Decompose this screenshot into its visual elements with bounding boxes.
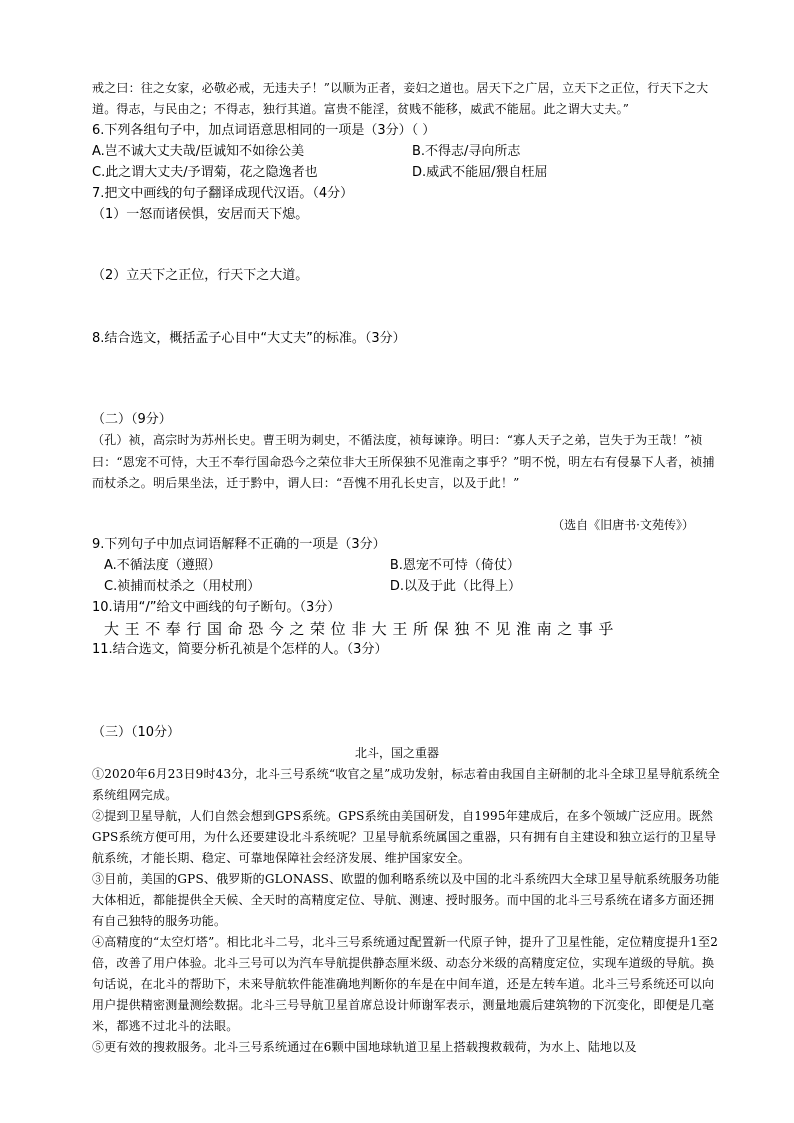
question-9-option-c: C.祯捕而杖杀之（用杖刑） [104,579,261,594]
question-6-option-b: B.不得志/寻向所志 [412,144,521,159]
section-2-source: （选自《旧唐书·文苑传》） [552,518,694,532]
question-6-option-c: C.此之谓大丈夫/予谓菊，花之隐逸者也 [92,165,318,180]
question-6-stem: 6.下列各组句子中，加点词语意思相同的一项是（3分）（ ） [92,123,436,138]
question-7-stem: 7.把文中画线的句子翻译成现代汉语。（4分） [92,186,354,201]
section-3-paragraph-3: ③目前，美国的GPS、俄罗斯的GLONASS、欧盟的伽利略系统以及中国的北斗系统四大全球卫星导航系统服务功能大体相近，都能提供全天候、全天时的高精度定位、导航、测速、授时服务。而中国的北斗三号系统在诸多方面还拥有自己独特的服务功能。 [92,872,720,928]
question-7-sub-2: （2）立天下之正位，行天下之大道。 [92,268,309,283]
question-9-stem: 9.下列句子中加点词语解释不正确的一项是（3分） [92,537,386,552]
section-2-passage: （孔）祯，高宗时为苏州长史。曹王明为刺史，不循法度，祯每谏诤。明曰：“寡人天子之弟，岂失于为王哉！”祯曰：“恩宠不可恃，大王不奉行国命恐今之荣位非大王所保独不见淮南之事乎？”明不悦，明左右有侵暴下人者，祯捕而杖杀之。明后果坐法，迁于黔中，谓人曰：“吾愧不用孔长史言，以及于此！” [92,433,715,490]
question-10-stem: 10.请用“/”给文中画线的句子断句。（3分） [92,600,341,615]
question-9-option-a: A.不循法度（遵照） [104,558,221,573]
question-6-option-a: A.岂不诚大丈夫哉/臣诚知不如徐公美 [92,144,305,159]
question-9-options [104,555,724,597]
question-8-stem: 8.结合选文，概括孟子心目中“大丈夫”的标准。（3分） [92,331,406,346]
section-3-title: 北斗，国之重器 [354,746,439,760]
section-3-paragraph-1: ①2020年6月23日9时43分，北斗三号系统“收官之星”成功发射，标志着由我国自主研制的北斗全球卫星导航系统全系统组网完成。 [92,767,720,802]
question-6-options [92,141,732,183]
section-3-heading: （三）（10分） [92,725,181,740]
section-3-paragraph-4: ④高精度的“太空灯塔”。相比北斗二号，北斗三号系统通过配置新一代原子钟，提升了卫星性能，定位精度提升1至2倍，改善了用户体验。北斗三号可以为汽车导航提供静态厘米级、动态分米级的高精度定位，实现车道级的导航。换句话说，在北斗的帮助下，未来导航软件能准确地判断你的车是在中间车道，还是左转车道。北斗三号系统还可以向用户提供精密测量测绘数据。北斗三号导航卫星首席总设计师谢军表示，测量地震后建筑物的下沉变化，即便是几毫米，都逃不过北斗的法眼。 [92,935,719,1033]
section-3-paragraph-5: ⑤更有效的搜救服务。北斗三号系统通过在6颗中国地球轨道卫星上搭载搜救载荷，为水上、陆地以及 [92,1040,637,1054]
question-9-option-b: B.恩宠不可恃（倚仗） [389,558,520,573]
section-3-paragraph-2: ②提到卫星导航，人们自然会想到GPS系统。GPS系统由美国研发，自1995年建成后，在多个领域广泛应用。既然GPS系统方便可用，为什么还要建设北斗系统呢？卫星导航系统属国之重器，只有拥有自主建设和独立运行的卫星导航系统，才能长期、稳定、可靠地保障社会经济发展、维护国家安全。 [92,809,717,865]
question-9-option-d: D.以及于此（比得上） [389,579,522,594]
question-11-stem: 11.结合选文，简要分析孔祯是个怎样的人。（3分） [92,642,388,657]
question-10-sentence: 大王不奉行国命恐今之荣位非大王所保独不见淮南之事乎 [104,620,620,638]
section-2-heading: （二）（9分） [92,412,172,427]
question-7-sub-1: （1）一怒而诸侯惧，安居而天下熄。 [92,207,309,222]
question-6-option-d: D.威武不能屈/猥自枉屈 [412,165,548,180]
passage-1-text: 戒之曰：往之女家，必敬必戒，无违夫子！”以顺为正者，妾妇之道也。居天下之广居，立天下之正位，行天下之大道。得志，与民由之；不得志，独行其道。富贵不能淫，贫贱不能移，威武不能屈。此之谓大丈夫。” [92,81,709,116]
